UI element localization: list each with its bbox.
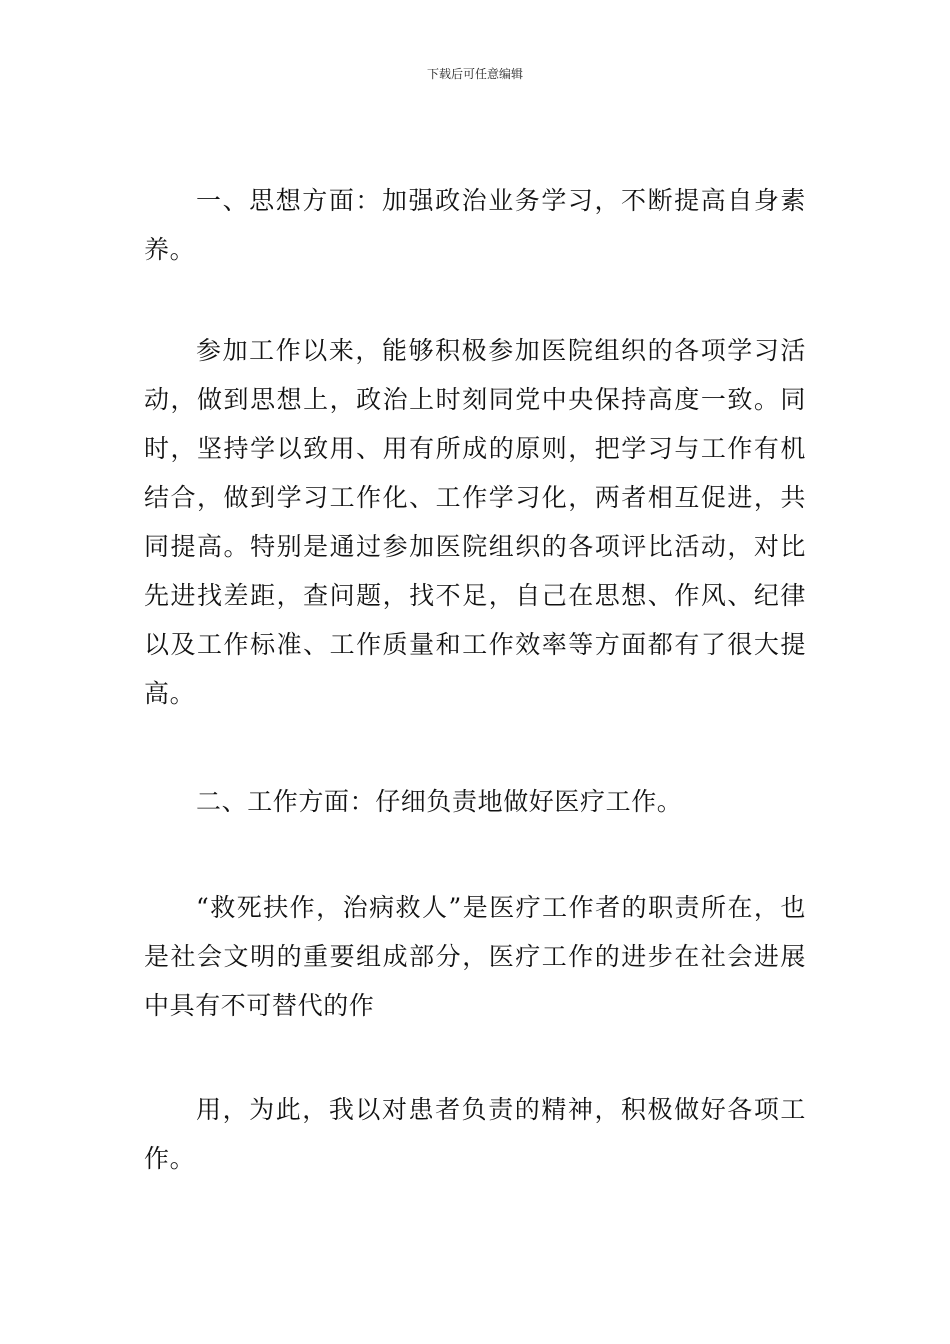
paragraph-patient-responsibility: 用，为此，我以对患者负责的精神，积极做好各项工作。	[144, 1095, 806, 1173]
paragraph-medical-duty: “救死扶作，治病救人”是医疗工作者的职责所在，也是社会文明的重要组成部分，医疗工作的进步在社会进展中具有不可替代的作	[144, 893, 806, 1020]
header-note: 下载后可任意编辑	[426, 67, 523, 81]
paragraph-study-activities: 参加工作以来，能够积极参加医院组织的各项学习活动，做到思想上，政治上时刻同党中央保持高度一致。同时，坚持学以致用、用有所成的原则，把学习与工作有机结合，做到学习工作化、工作学习化，两者相互促进，共同提高。特别是通过参加医院组织的各项评比活动，对比先进找差距，查问题，找不足，自己在思想、作风、纪律以及工作标准、工作质量和工作效率等方面都有了很大提高。	[144, 336, 806, 708]
document-body	[144, 176, 806, 1183]
paragraph-work-heading: 二、工作方面：仔细负责地做好医疗工作。	[196, 787, 683, 816]
paragraph-thought-heading: 一、思想方面：加强政治业务学习，不断提高自身素养。	[144, 186, 806, 264]
